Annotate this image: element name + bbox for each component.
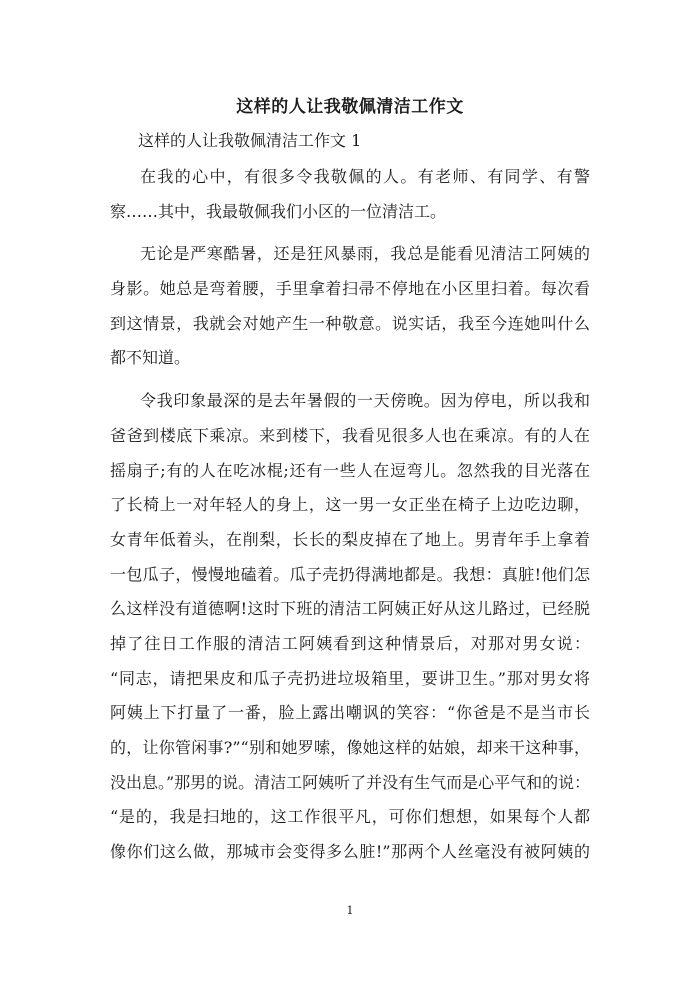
text-line: 阿姨上下打量了一番，脸上露出嘲讽的笑容：“你爸是不是当市长 bbox=[110, 703, 590, 723]
paragraph bbox=[110, 160, 590, 229]
text-line: 摇扇子;有的人在吃冰棍;还有一些人在逗弯儿。忽然我的目光落在 bbox=[110, 460, 590, 480]
text-line: 爸爸到楼底下乘凉。来到楼下，我看见很多人也在乘凉。有的人在 bbox=[110, 425, 590, 445]
text-line: 身影。她总是弯着腰，手里拿着扫帚不停地在小区里扫着。每次看 bbox=[110, 279, 590, 299]
document-body bbox=[110, 160, 590, 870]
text-line: 无论是严寒酷暑，还是狂风暴雨，我总是能看见清洁工阿姨的 bbox=[140, 244, 590, 264]
text-line: 察……其中，我最敬佩我们小区的一位清洁工。 bbox=[110, 201, 447, 221]
page-number: 1 bbox=[346, 904, 354, 917]
text-line: 女青年低着头，在削梨，长长的梨皮掉在了地上。男青年手上拿着 bbox=[110, 529, 590, 549]
text-line: 像你们这么做，那城市会变得多么脏!”那两个人丝毫没有被阿姨的 bbox=[110, 842, 590, 862]
paragraph bbox=[110, 237, 590, 376]
paragraph bbox=[110, 384, 590, 870]
text-line: 一包瓜子，慢慢地磕着。瓜子壳扔得满地都是。我想：真脏!他们怎 bbox=[110, 564, 590, 584]
document-title: 这样的人让我敬佩清洁工作文 bbox=[236, 97, 464, 117]
text-line: 了长椅上一对年轻人的身上，这一男一女正坐在椅子上边吃边聊， bbox=[110, 495, 590, 515]
document-subtitle: 这样的人让我敬佩清洁工作文 1 bbox=[138, 131, 362, 150]
text-line: 到这情景，我就会对她产生一种敬意。说实话，我至今连她叫什么 bbox=[110, 313, 590, 333]
text-line: 令我印象最深的是去年暑假的一天傍晚。因为停电，所以我和 bbox=[140, 391, 590, 411]
text-line: 没出息。”那男的说。清洁工阿姨听了并没有生气而是心平气和的说： bbox=[110, 772, 591, 792]
text-line: 的，让你管闲事?”“别和她罗嗦，像她这样的姑娘，却来干这种事， bbox=[110, 738, 590, 757]
text-line: 都不知道。 bbox=[110, 348, 191, 368]
text-line: 么这样没有道德啊!这时下班的清洁工阿姨正好从这儿路过，已经脱 bbox=[110, 599, 590, 619]
text-line: 掉了往日工作服的清洁工阿姨看到这种情景后，对那对男女说： bbox=[110, 633, 590, 653]
text-line: 在我的心中，有很多令我敬佩的人。有老师、有同学、有警 bbox=[140, 167, 590, 186]
text-line: “是的，我是扫地的，这工作很平凡，可你们想想，如果每个人都 bbox=[110, 807, 590, 827]
text-line: “同志，请把果皮和瓜子壳扔进垃圾箱里，要讲卫生。”那对男女将 bbox=[110, 668, 590, 688]
